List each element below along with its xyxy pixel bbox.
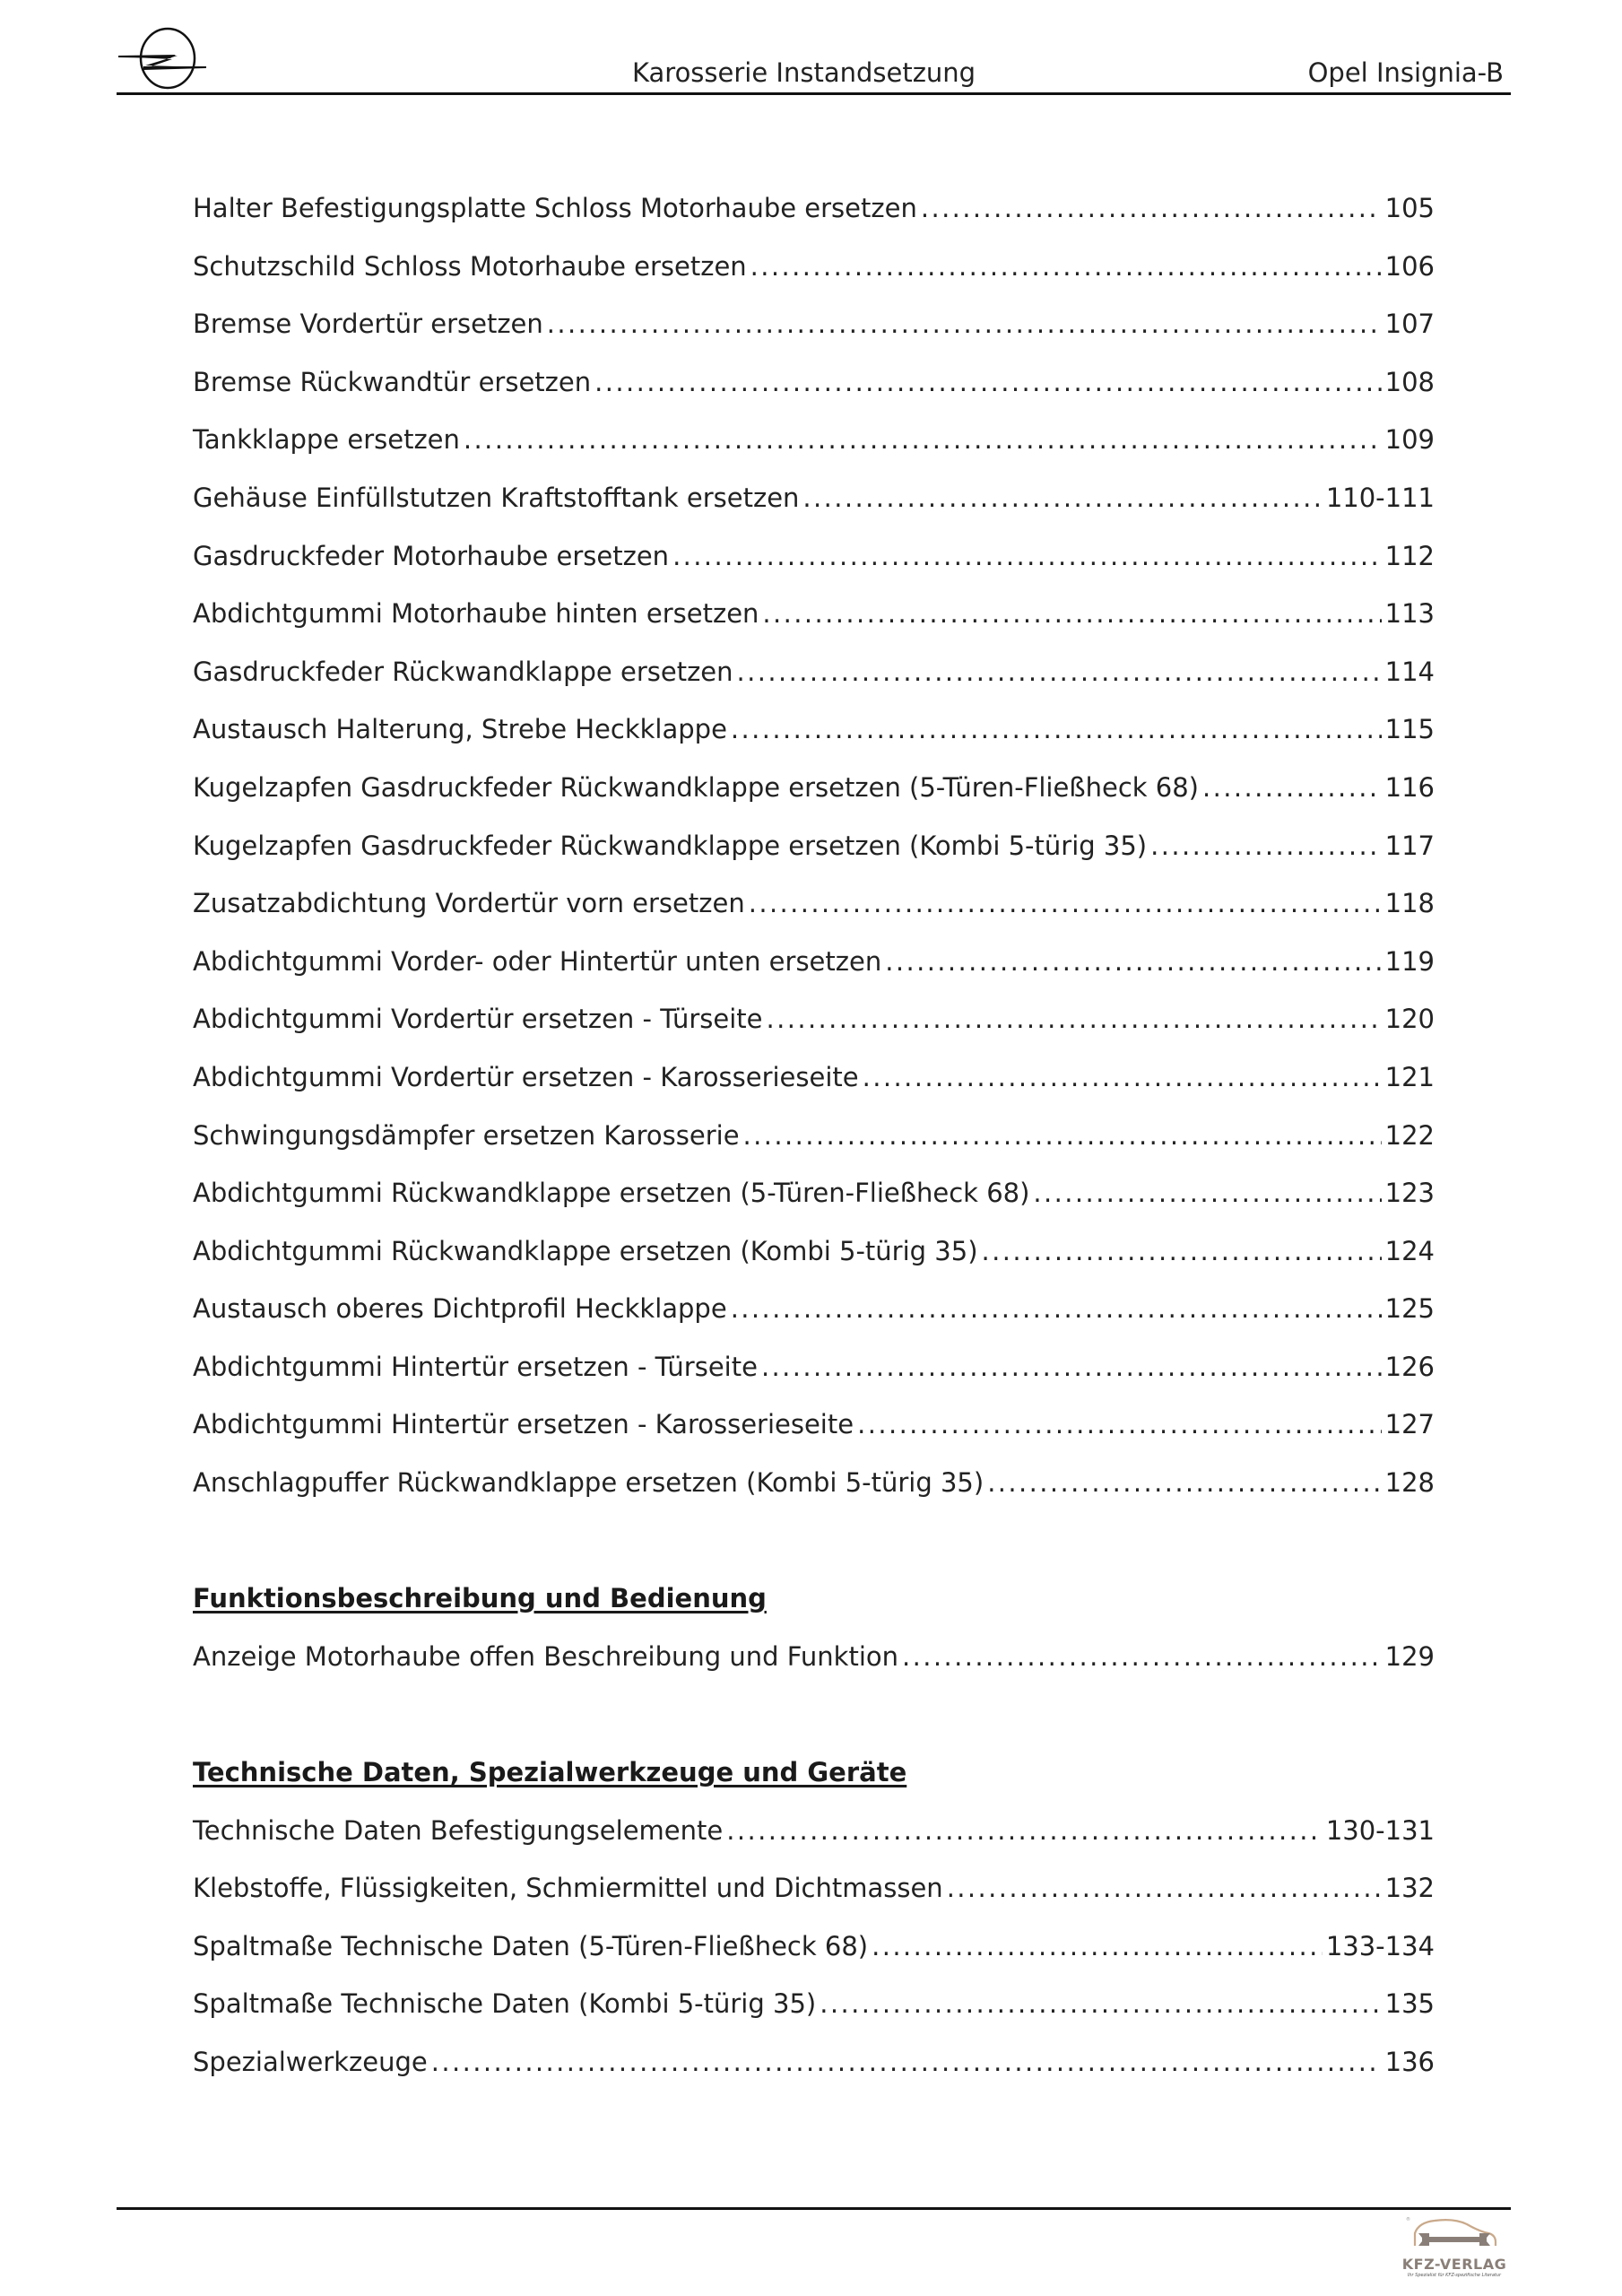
- dot-leader: [872, 1928, 1323, 1964]
- dot-leader: [885, 944, 1381, 979]
- dot-leader: [750, 248, 1382, 284]
- dot-leader: [726, 1813, 1323, 1848]
- publisher-name: KFZ-VERLAG: [1401, 2256, 1507, 2273]
- section-heading[interactable]: Technische Daten, Spezialwerkzeuge und Geräte: [193, 1757, 907, 1788]
- dot-leader: [761, 1349, 1382, 1385]
- toc-entry-label: Gasdruckfeder Motorhaube ersetzen: [193, 540, 670, 571]
- toc-entry-label: Spaltmaße Technische Daten (5-Türen-Fließheck 68): [193, 1930, 869, 1961]
- toc-entry[interactable]: [193, 1986, 1435, 2044]
- toc-entry-label: Zusatzabdichtung Vordertür vorn ersetzen: [193, 888, 745, 919]
- toc-entry-label: Kugelzapfen Gasdruckfeder Rückwandklappe ersetzen (Kombi 5-türig 35): [193, 830, 1148, 861]
- dot-leader: [594, 364, 1382, 400]
- publisher-tagline: Ihr Spezialist für KFZ-spezifische Literatur: [1407, 2273, 1502, 2278]
- toc-entry-page: 115: [1384, 714, 1435, 745]
- toc-entry[interactable]: [193, 885, 1435, 944]
- dot-leader: [982, 1233, 1382, 1269]
- toc-entry-label: Abdichtgummi Rückwandklappe ersetzen (Kombi 5-türig 35): [193, 1235, 978, 1266]
- toc-entry[interactable]: [193, 596, 1435, 654]
- toc-entry-page: 124: [1384, 1235, 1435, 1266]
- toc-entry-label: Klebstoffe, Flüssigkeiten, Schmiermittel und Dichtmassen: [193, 1873, 943, 1904]
- toc-entry[interactable]: [193, 1233, 1435, 1292]
- dot-leader: [863, 1059, 1382, 1095]
- dot-leader: [737, 654, 1382, 690]
- toc-entry-page: 133-134: [1325, 1930, 1435, 1961]
- toc-entry-label: Spezialwerkzeuge: [193, 2047, 428, 2077]
- toc-entry-page: 118: [1384, 888, 1435, 919]
- toc-entry-page: 112: [1384, 540, 1435, 571]
- toc-entry-page: 127: [1384, 1409, 1435, 1440]
- toc-entry[interactable]: [193, 828, 1435, 886]
- toc-entry[interactable]: [193, 480, 1435, 538]
- toc-entry-page: 129: [1384, 1640, 1435, 1672]
- toc-entry-page: 108: [1384, 366, 1435, 397]
- section-spacer: [193, 1696, 1435, 1754]
- dot-leader: [766, 1001, 1381, 1037]
- toc-entry-label: Spaltmaße Technische Daten (Kombi 5-türig 35): [193, 1988, 817, 2020]
- dot-leader: [464, 422, 1382, 457]
- toc-entry-label: Kugelzapfen Gasdruckfeder Rückwandklappe ersetzen (5-Türen-Fließheck 68): [193, 771, 1199, 803]
- toc-entry[interactable]: [193, 306, 1435, 364]
- toc-entry[interactable]: [193, 1928, 1435, 1987]
- dot-leader: [749, 885, 1382, 921]
- toc-entry[interactable]: [193, 1118, 1435, 1176]
- toc-entry-label: Bremse Vordertür ersetzen: [193, 309, 543, 340]
- toc-entry-page: 114: [1384, 656, 1435, 687]
- dot-leader: [743, 1118, 1382, 1153]
- toc-entry[interactable]: [193, 1291, 1435, 1349]
- toc-entry[interactable]: [193, 1639, 1435, 1697]
- toc-entry[interactable]: [193, 944, 1435, 1002]
- footer-divider: [117, 2207, 1511, 2210]
- toc-entry-page: 128: [1384, 1467, 1435, 1499]
- toc-entry-label: Gasdruckfeder Rückwandklappe ersetzen: [193, 656, 733, 687]
- dot-leader: [431, 2044, 1382, 2080]
- toc-entry-label: Schutzschild Schloss Motorhaube ersetzen: [193, 250, 747, 282]
- toc-entry[interactable]: [193, 1465, 1435, 1523]
- toc-entry[interactable]: [193, 1001, 1435, 1059]
- opel-logo-icon: [117, 25, 220, 95]
- toc-entry-label: Abdichtgummi Vorder- oder Hintertür unten ersetzen: [193, 945, 882, 977]
- registered-mark: ®: [1406, 2217, 1410, 2222]
- toc-entry-label: Technische Daten Befestigungselemente: [193, 1814, 724, 1846]
- toc-entry-page: 116: [1384, 771, 1435, 803]
- toc-entry[interactable]: [193, 248, 1435, 307]
- dot-leader: [947, 1870, 1382, 1906]
- section-spacer: [193, 1523, 1435, 1581]
- toc-entry[interactable]: [193, 711, 1435, 770]
- toc-entry-page: 110-111: [1325, 482, 1435, 513]
- toc-entry-label: Abdichtgummi Hintertür ersetzen - Karosserieseite: [193, 1409, 854, 1440]
- toc-entry-label: Anschlagpuffer Rückwandklappe ersetzen (Kombi 5-türig 35): [193, 1467, 984, 1499]
- toc-entry-label: Gehäuse Einfüllstutzen Kraftstofftank ersetzen: [193, 482, 800, 513]
- toc-entry-page: 123: [1384, 1178, 1435, 1209]
- toc-entry-page: 119: [1384, 945, 1435, 977]
- toc-entry[interactable]: [193, 654, 1435, 712]
- toc-entry-page: 117: [1384, 830, 1435, 861]
- dot-leader: [731, 711, 1382, 747]
- page-header: [117, 25, 1511, 95]
- toc-entry[interactable]: [193, 190, 1435, 248]
- toc-entry-page: 107: [1384, 309, 1435, 340]
- dot-leader: [731, 1291, 1382, 1326]
- toc-entry-page: 136: [1384, 2047, 1435, 2077]
- toc-entry-page: 126: [1384, 1351, 1435, 1382]
- section-heading[interactable]: Funktionsbeschreibung und Bedienung: [193, 1583, 767, 1614]
- publisher-logo: [1399, 2213, 1515, 2285]
- toc-entry-label: Abdichtgummi Motorhaube hinten ersetzen: [193, 598, 759, 630]
- toc-entry[interactable]: [193, 538, 1435, 596]
- toc-entry-label: Tankklappe ersetzen: [193, 424, 460, 456]
- toc-entry[interactable]: [193, 770, 1435, 828]
- toc-entry-label: Abdichtgummi Vordertür ersetzen - Türseite: [193, 1004, 763, 1035]
- vehicle-model: Opel Insignia-B: [1307, 57, 1504, 88]
- toc-entry-label: Austausch oberes Dichtprofil Heckklappe: [193, 1293, 727, 1325]
- document-title: Karosserie Instandsetzung: [632, 57, 976, 88]
- toc-entry-label: Bremse Rückwandtür ersetzen: [193, 366, 592, 397]
- toc-entry[interactable]: [193, 2044, 1435, 2102]
- dot-leader: [857, 1406, 1382, 1442]
- toc-entry[interactable]: [193, 364, 1435, 422]
- header-divider: [117, 92, 1511, 95]
- toc-entry[interactable]: [193, 1349, 1435, 1407]
- dot-leader: [1033, 1175, 1381, 1211]
- dot-leader: [762, 596, 1381, 631]
- toc-entry-page: 125: [1384, 1293, 1435, 1325]
- dot-leader: [672, 538, 1382, 574]
- dot-leader: [1202, 770, 1382, 805]
- toc-entry-page: 106: [1384, 250, 1435, 282]
- toc-entry-page: 109: [1384, 424, 1435, 456]
- toc-entry-label: Schwingungsdämpfer ersetzen Karosserie: [193, 1119, 740, 1151]
- toc-entry-page: 113: [1384, 598, 1435, 630]
- table-of-contents: [193, 190, 1435, 2102]
- toc-entry[interactable]: [193, 1175, 1435, 1233]
- toc-entry[interactable]: [193, 422, 1435, 480]
- toc-entry-label: Anzeige Motorhaube offen Beschreibung und Funktion: [193, 1640, 898, 1672]
- toc-entry-label: Austausch Halterung, Strebe Heckklappe: [193, 714, 727, 745]
- toc-entry-label: Halter Befestigungsplatte Schloss Motorhaube ersetzen: [193, 193, 917, 223]
- toc-entry-label: Abdichtgummi Hintertür ersetzen - Türseite: [193, 1351, 758, 1382]
- toc-entry-page: 122: [1384, 1119, 1435, 1151]
- toc-entry[interactable]: [193, 1406, 1435, 1465]
- dot-leader: [547, 306, 1382, 342]
- toc-entry-page: 120: [1384, 1004, 1435, 1035]
- dot-leader: [902, 1639, 1382, 1674]
- dot-leader: [820, 1986, 1381, 2022]
- toc-entry-page: 132: [1384, 1873, 1435, 1904]
- dot-leader: [802, 480, 1322, 516]
- toc-entry[interactable]: [193, 1059, 1435, 1118]
- dot-leader: [921, 190, 1382, 226]
- toc-entry-page: 105: [1384, 193, 1435, 223]
- toc-entry[interactable]: [193, 1870, 1435, 1928]
- toc-entry-label: Abdichtgummi Rückwandklappe ersetzen (5-Türen-Fließheck 68): [193, 1178, 1030, 1209]
- dot-leader: [1150, 828, 1382, 864]
- toc-entry-label: Abdichtgummi Vordertür ersetzen - Karosserieseite: [193, 1061, 859, 1092]
- toc-entry-page: 135: [1384, 1988, 1435, 2020]
- toc-entry-page: 121: [1384, 1061, 1435, 1092]
- toc-entry-page: 130-131: [1325, 1814, 1435, 1846]
- dot-leader: [987, 1465, 1381, 1500]
- toc-entry[interactable]: [193, 1813, 1435, 1871]
- car-wrench-logo-icon: [1399, 2213, 1510, 2257]
